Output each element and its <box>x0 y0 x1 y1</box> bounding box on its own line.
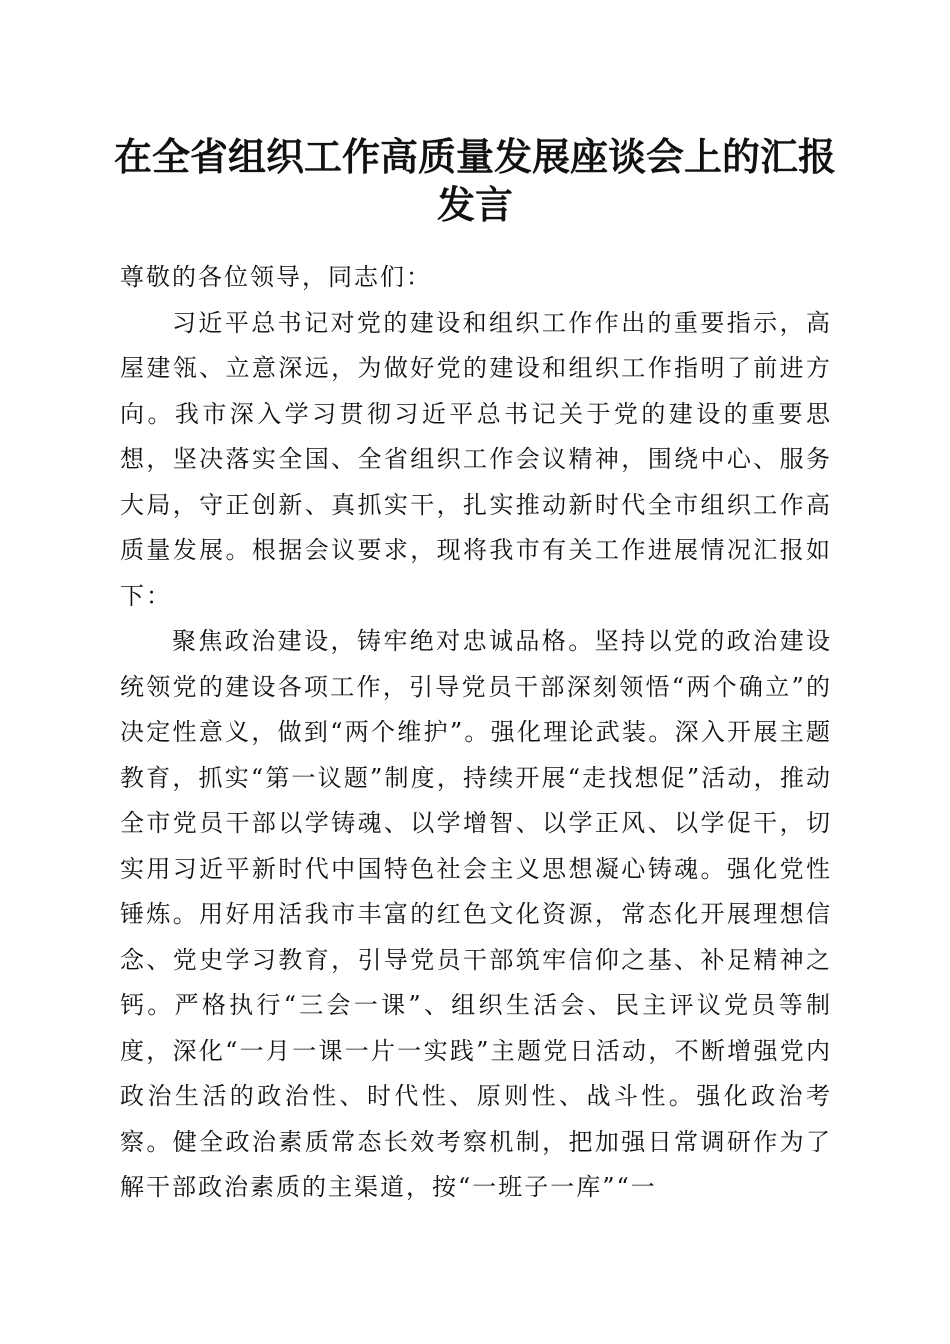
paragraph-political-building: 聚焦政治建设，铸牢绝对忠诚品格。坚持以党的政治建设统领党的建设各项工作，引导党员干部深刻领悟“两个确立”的决定性意义，做到“两个维护”。强化理论武装。深入开展主题教育，抓实“第一议题”制度，持续开展“走找想促”活动，推动全市党员干部以学铸魂、以学增智、以学正风、以学促干，切实用习近平新时代中国特色社会主义思想凝心铸魂。强化党性锤炼。用好用活我市丰富的红色文化资源，常态化开展理想信念、党史学习教育，引导党员干部筑牢信仰之基、补足精神之钙。严格执行“三会一课”、组织生活会、民主评议党员等制度，深化“一月一课一片一实践”主题党日活动，不断增强党内政治生活的政治性、时代性、原则性、战斗性。强化政治考察。健全政治素质常态长效考察机制，把加强日常调研作为了解干部政治素质的主渠道，按“一班子一库”“一 <box>120 627 832 1201</box>
document-body <box>120 255 832 1211</box>
paragraph-intro: 习近平总书记对党的建设和组织工作作出的重要指示，高屋建瓴、立意深远，为做好党的建设和组织工作指明了前进方向。我市深入学习贯彻习近平总书记关于党的建设的重要思想，坚决落实全国、全省组织工作会议精神，围绕中心、服务大局，守正创新、真抓实干，扎实推动新时代全市组织工作高质量发展。根据会议要求，现将我市有关工作进展情况汇报如下： <box>120 308 832 610</box>
document-title: 在全省组织工作高质量发展座谈会上的汇报发言 <box>113 134 836 227</box>
salutation: 尊敬的各位领导，同志们： <box>120 263 432 291</box>
